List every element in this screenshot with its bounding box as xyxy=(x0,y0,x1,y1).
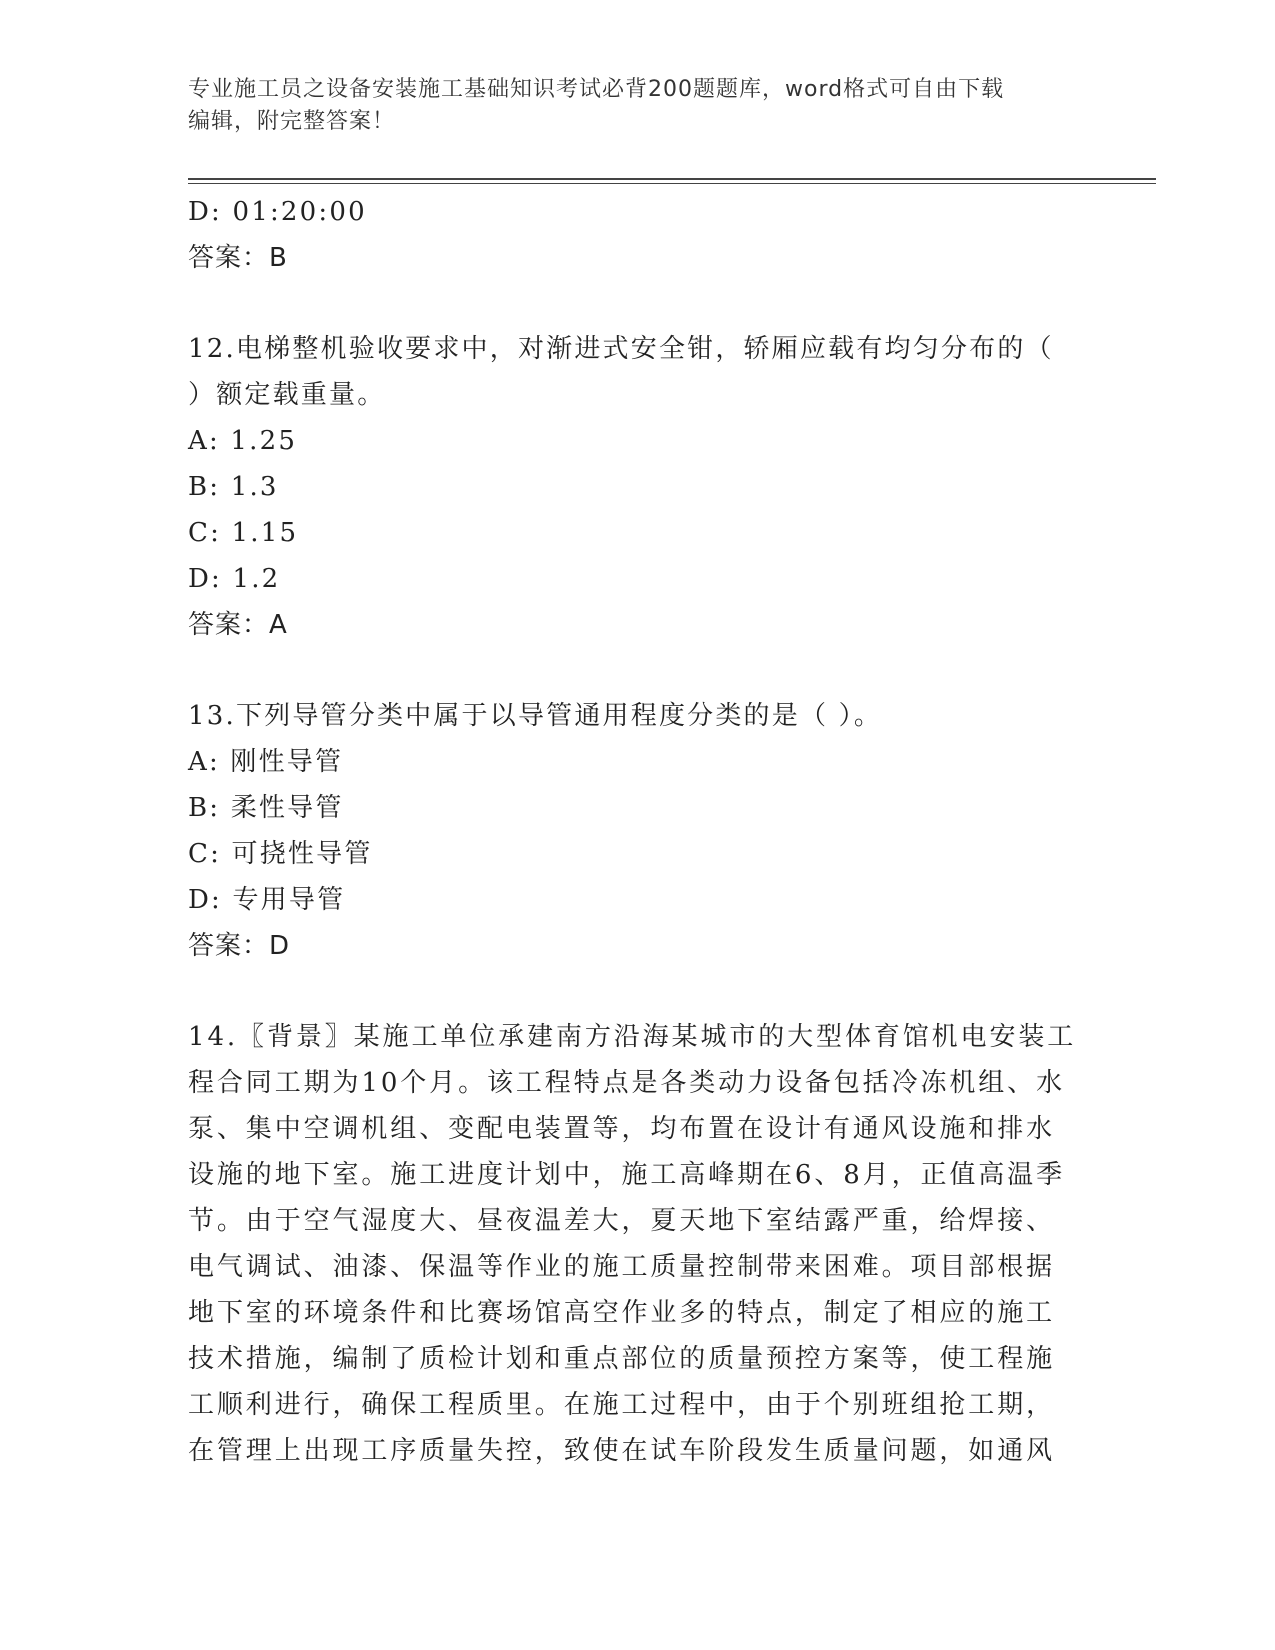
option-d: D: 1.2 xyxy=(188,564,281,594)
header-line-2: 编辑，附完整答案！ xyxy=(188,109,396,134)
option-a: A: 1.25 xyxy=(188,426,298,456)
paragraph-line: 节。由于空气湿度大、昼夜温差大，夏天地下室结露严重，给焊接、 xyxy=(188,1206,1056,1236)
question-content xyxy=(188,189,1088,1474)
answer-line: 答案：A xyxy=(188,610,288,640)
option-c: C: 1.15 xyxy=(188,518,299,548)
answer-line: 答案：B xyxy=(188,243,288,273)
paragraph-line: 工顺利进行，确保工程质里。在施工过程中，由于个别班组抢工期， xyxy=(188,1390,1056,1420)
question-text: 12.电梯整机验收要求中，对渐进式安全钳，轿厢应载有均匀分布的（ xyxy=(188,334,1054,364)
paragraph-line: 在管理上出现工序质量失控，致使在试车阶段发生质量问题，如通风 xyxy=(188,1436,1056,1466)
paragraph-line: 技术措施，编制了质检计划和重点部位的质量预控方案等，使工程施 xyxy=(188,1344,1056,1374)
option-d: D: 专用导管 xyxy=(188,885,346,915)
paragraph-line: 泵、集中空调机组、变配电装置等，均布置在设计有通风设施和排水 xyxy=(188,1114,1056,1144)
option-b: B: 1.3 xyxy=(188,472,279,502)
question-12 xyxy=(188,326,1088,648)
option-d: D: 01:20:00 xyxy=(188,197,367,227)
paragraph-line: 地下室的环境条件和比赛场馆高空作业多的特点，制定了相应的施工 xyxy=(188,1298,1056,1328)
header-divider-thin xyxy=(188,183,1156,184)
option-a: A: 刚性导管 xyxy=(188,747,344,777)
option-b: B: 柔性导管 xyxy=(188,793,344,823)
question-text: 13.下列导管分类中属于以导管通用程度分类的是（ ）。 xyxy=(188,701,883,731)
question-13 xyxy=(188,693,1088,969)
answer-line: 答案：D xyxy=(188,931,291,961)
header-line-1: 专业施工员之设备安装施工基础知识考试必背200题题库，word格式可自由下载 xyxy=(188,77,1005,102)
question-text-cont: ）额定载重量。 xyxy=(188,380,386,410)
paragraph-line: 设施的地下室。施工进度计划中，施工高峰期在6、8月，正值高温季 xyxy=(188,1160,1065,1190)
paragraph-line: 电气调试、油漆、保温等作业的施工质量控制带来困难。项目部根据 xyxy=(188,1252,1056,1282)
document-header xyxy=(188,74,1068,138)
paragraph-line: 14.〖背景〗某施工单位承建南方沿海某城市的大型体育馆机电安装工 xyxy=(188,1022,1077,1052)
header-divider-thick xyxy=(188,178,1156,180)
paragraph-line: 程合同工期为10个月。该工程特点是各类动力设备包括冷冻机组、水 xyxy=(188,1068,1065,1098)
question-14 xyxy=(188,1014,1088,1474)
option-c: C: 可挠性导管 xyxy=(188,839,373,869)
